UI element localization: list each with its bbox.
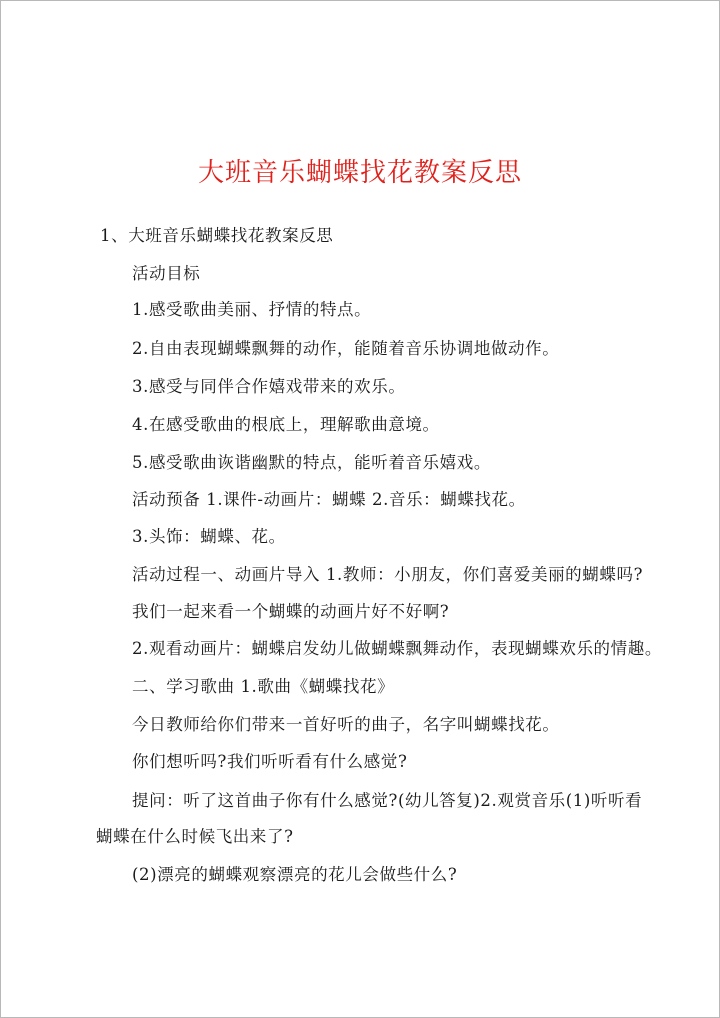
paragraph-line: (2)漂亮的蝴蝶观察漂亮的花儿会做些什么?: [132, 865, 458, 884]
paragraph-line: 5.感受歌曲诙谐幽默的特点，能听着音乐嬉戏。: [132, 453, 491, 472]
paragraph-line: 2.观看动画片：蝴蝶启发幼儿做蝴蝶飘舞动作，表现蝴蝶欢乐的情趣。: [132, 639, 662, 658]
paragraph-line: 3.头饰：蝴蝶、花。: [132, 527, 286, 546]
paragraph-line: 蝴蝶在什么时候飞出来了?: [96, 827, 294, 846]
paragraph-line: 3.感受与同伴合作嬉戏带来的欢乐。: [132, 377, 406, 396]
paragraph-line: 提问：听了这首曲子你有什么感觉?(幼儿答复)2.观赏音乐(1)听听看: [132, 791, 643, 810]
paragraph-line: 你们想听吗?我们听听看有什么感觉?: [132, 752, 408, 771]
paragraph-line: 活动目标: [132, 264, 201, 283]
document-title: 大班音乐蝴蝶找花教案反思: [197, 158, 522, 188]
paragraph-line: 二、学习歌曲 1.歌曲《蝴蝶找花》: [132, 677, 395, 696]
paragraph-line: 活动过程一、动画片导入 1.教师：小朋友，你们喜爱美丽的蝴蝶吗?: [132, 565, 644, 584]
heading-line: 1、大班音乐蝴蝶找花教案反思: [100, 226, 334, 245]
paragraph-line: 1.感受歌曲美丽、抒情的特点。: [132, 300, 372, 319]
paragraph-line: 2.自由表现蝴蝶飘舞的动作，能随着音乐协调地做动作。: [132, 339, 560, 358]
paragraph-line: 4.在感受歌曲的根底上，理解歌曲意境。: [132, 415, 440, 434]
paragraph-line: 活动预备 1.课件-动画片：蝴蝶 2.音乐：蝴蝶找花。: [132, 490, 526, 509]
paragraph-line: 我们一起来看一个蝴蝶的动画片好不好啊?: [132, 602, 450, 621]
paragraph-line: 今日教师给你们带来一首好听的曲子，名字叫蝴蝶找花。: [132, 715, 560, 734]
